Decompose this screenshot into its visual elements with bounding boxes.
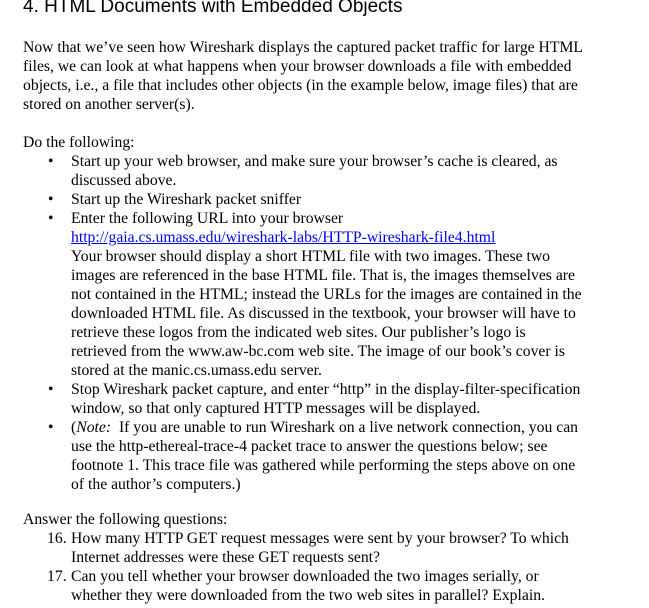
list-item bbox=[23, 190, 583, 209]
document-body bbox=[23, 38, 583, 605]
bullet-icon: • bbox=[48, 381, 54, 398]
section-title: 4. HTML Documents with Embedded Objects bbox=[23, 0, 403, 17]
text-line: stored at the manic.cs.umass.edu server. bbox=[71, 362, 322, 379]
text-line: use the http-ethereal-trace-4 packet trace to answer the questions below; see bbox=[71, 438, 548, 455]
bullet-icon: • bbox=[48, 210, 54, 227]
wireshark-file4-link[interactable]: http://gaia.cs.umass.edu/wireshark-labs/HTTP-wireshark-file4.html bbox=[71, 229, 496, 246]
text-line: Internet addresses were these GET requests sent? bbox=[71, 549, 380, 566]
list-item bbox=[23, 209, 583, 380]
question-item bbox=[23, 529, 583, 567]
text-line: If you are unable to run Wireshark on a live network connection, you can bbox=[111, 419, 579, 436]
text-line: retrieve these logos from the indicated web sites. Our publisher’s logo is bbox=[71, 324, 526, 341]
open-paren: ( bbox=[71, 419, 77, 436]
list-item bbox=[23, 380, 583, 418]
list-item bbox=[23, 152, 583, 190]
list-item bbox=[23, 418, 583, 494]
text-line: discussed above. bbox=[71, 172, 177, 189]
text-line: How many HTTP GET request messages were sent by your browser? To which bbox=[71, 530, 569, 547]
text-line: window, so that only captured HTTP messages will be displayed. bbox=[71, 400, 481, 417]
text-line: objects, i.e., a file that includes other objects (in the example below, image files) that are bbox=[23, 77, 578, 94]
bullet-icon: • bbox=[48, 191, 54, 208]
text-line: Enter the following URL into your browser bbox=[71, 210, 344, 227]
text-line: of the author’s computers.) bbox=[71, 476, 241, 493]
steps-list bbox=[23, 152, 583, 494]
questions-heading: Answer the following questions: bbox=[23, 511, 228, 528]
text-line: downloaded HTML file. As discussed in the textbook, your browser will have to bbox=[71, 305, 576, 322]
text-line: Now that we’ve seen how Wireshark displays the captured packet traffic for large HTML bbox=[23, 39, 583, 56]
text-line: footnote 1. This trace file was gathered while performing the steps above on one bbox=[71, 457, 576, 474]
text-line: not contained in the HTML; instead the URLs for the images are contained in the bbox=[71, 286, 582, 303]
text-line: Start up your web browser, and make sure your browser’s cache is cleared, as bbox=[71, 153, 558, 170]
bullet-icon: • bbox=[48, 419, 54, 436]
text-line: Can you tell whether your browser downloaded the two images serially, or bbox=[71, 568, 539, 585]
intro-paragraph bbox=[23, 38, 583, 114]
question-item bbox=[23, 567, 583, 605]
note-label: Note: bbox=[76, 419, 112, 436]
questions-list bbox=[23, 529, 583, 605]
bullet-icon: • bbox=[48, 153, 54, 170]
text-line: Stop Wireshark packet capture, and enter “http” in the display-filter-specification bbox=[71, 381, 581, 398]
question-number: 16. bbox=[47, 530, 67, 547]
steps-heading: Do the following: bbox=[23, 134, 135, 151]
question-number: 17. bbox=[47, 568, 67, 585]
text-line: retrieved from the www.aw-bc.com web site. The image of our book’s cover is bbox=[71, 343, 566, 360]
text-line: images are referenced in the base HTML file. That is, the images themselves are bbox=[71, 267, 575, 284]
text-line: whether they were downloaded from the two web sites in parallel? Explain. bbox=[71, 587, 545, 604]
text-line: files, we can look at what happens when your browser downloads a file with embedded bbox=[23, 58, 572, 75]
text-line: Start up the Wireshark packet sniffer bbox=[71, 191, 302, 208]
text-line: Your browser should display a short HTML file with two images. These two bbox=[71, 248, 551, 265]
text-line: stored on another server(s). bbox=[23, 96, 195, 113]
